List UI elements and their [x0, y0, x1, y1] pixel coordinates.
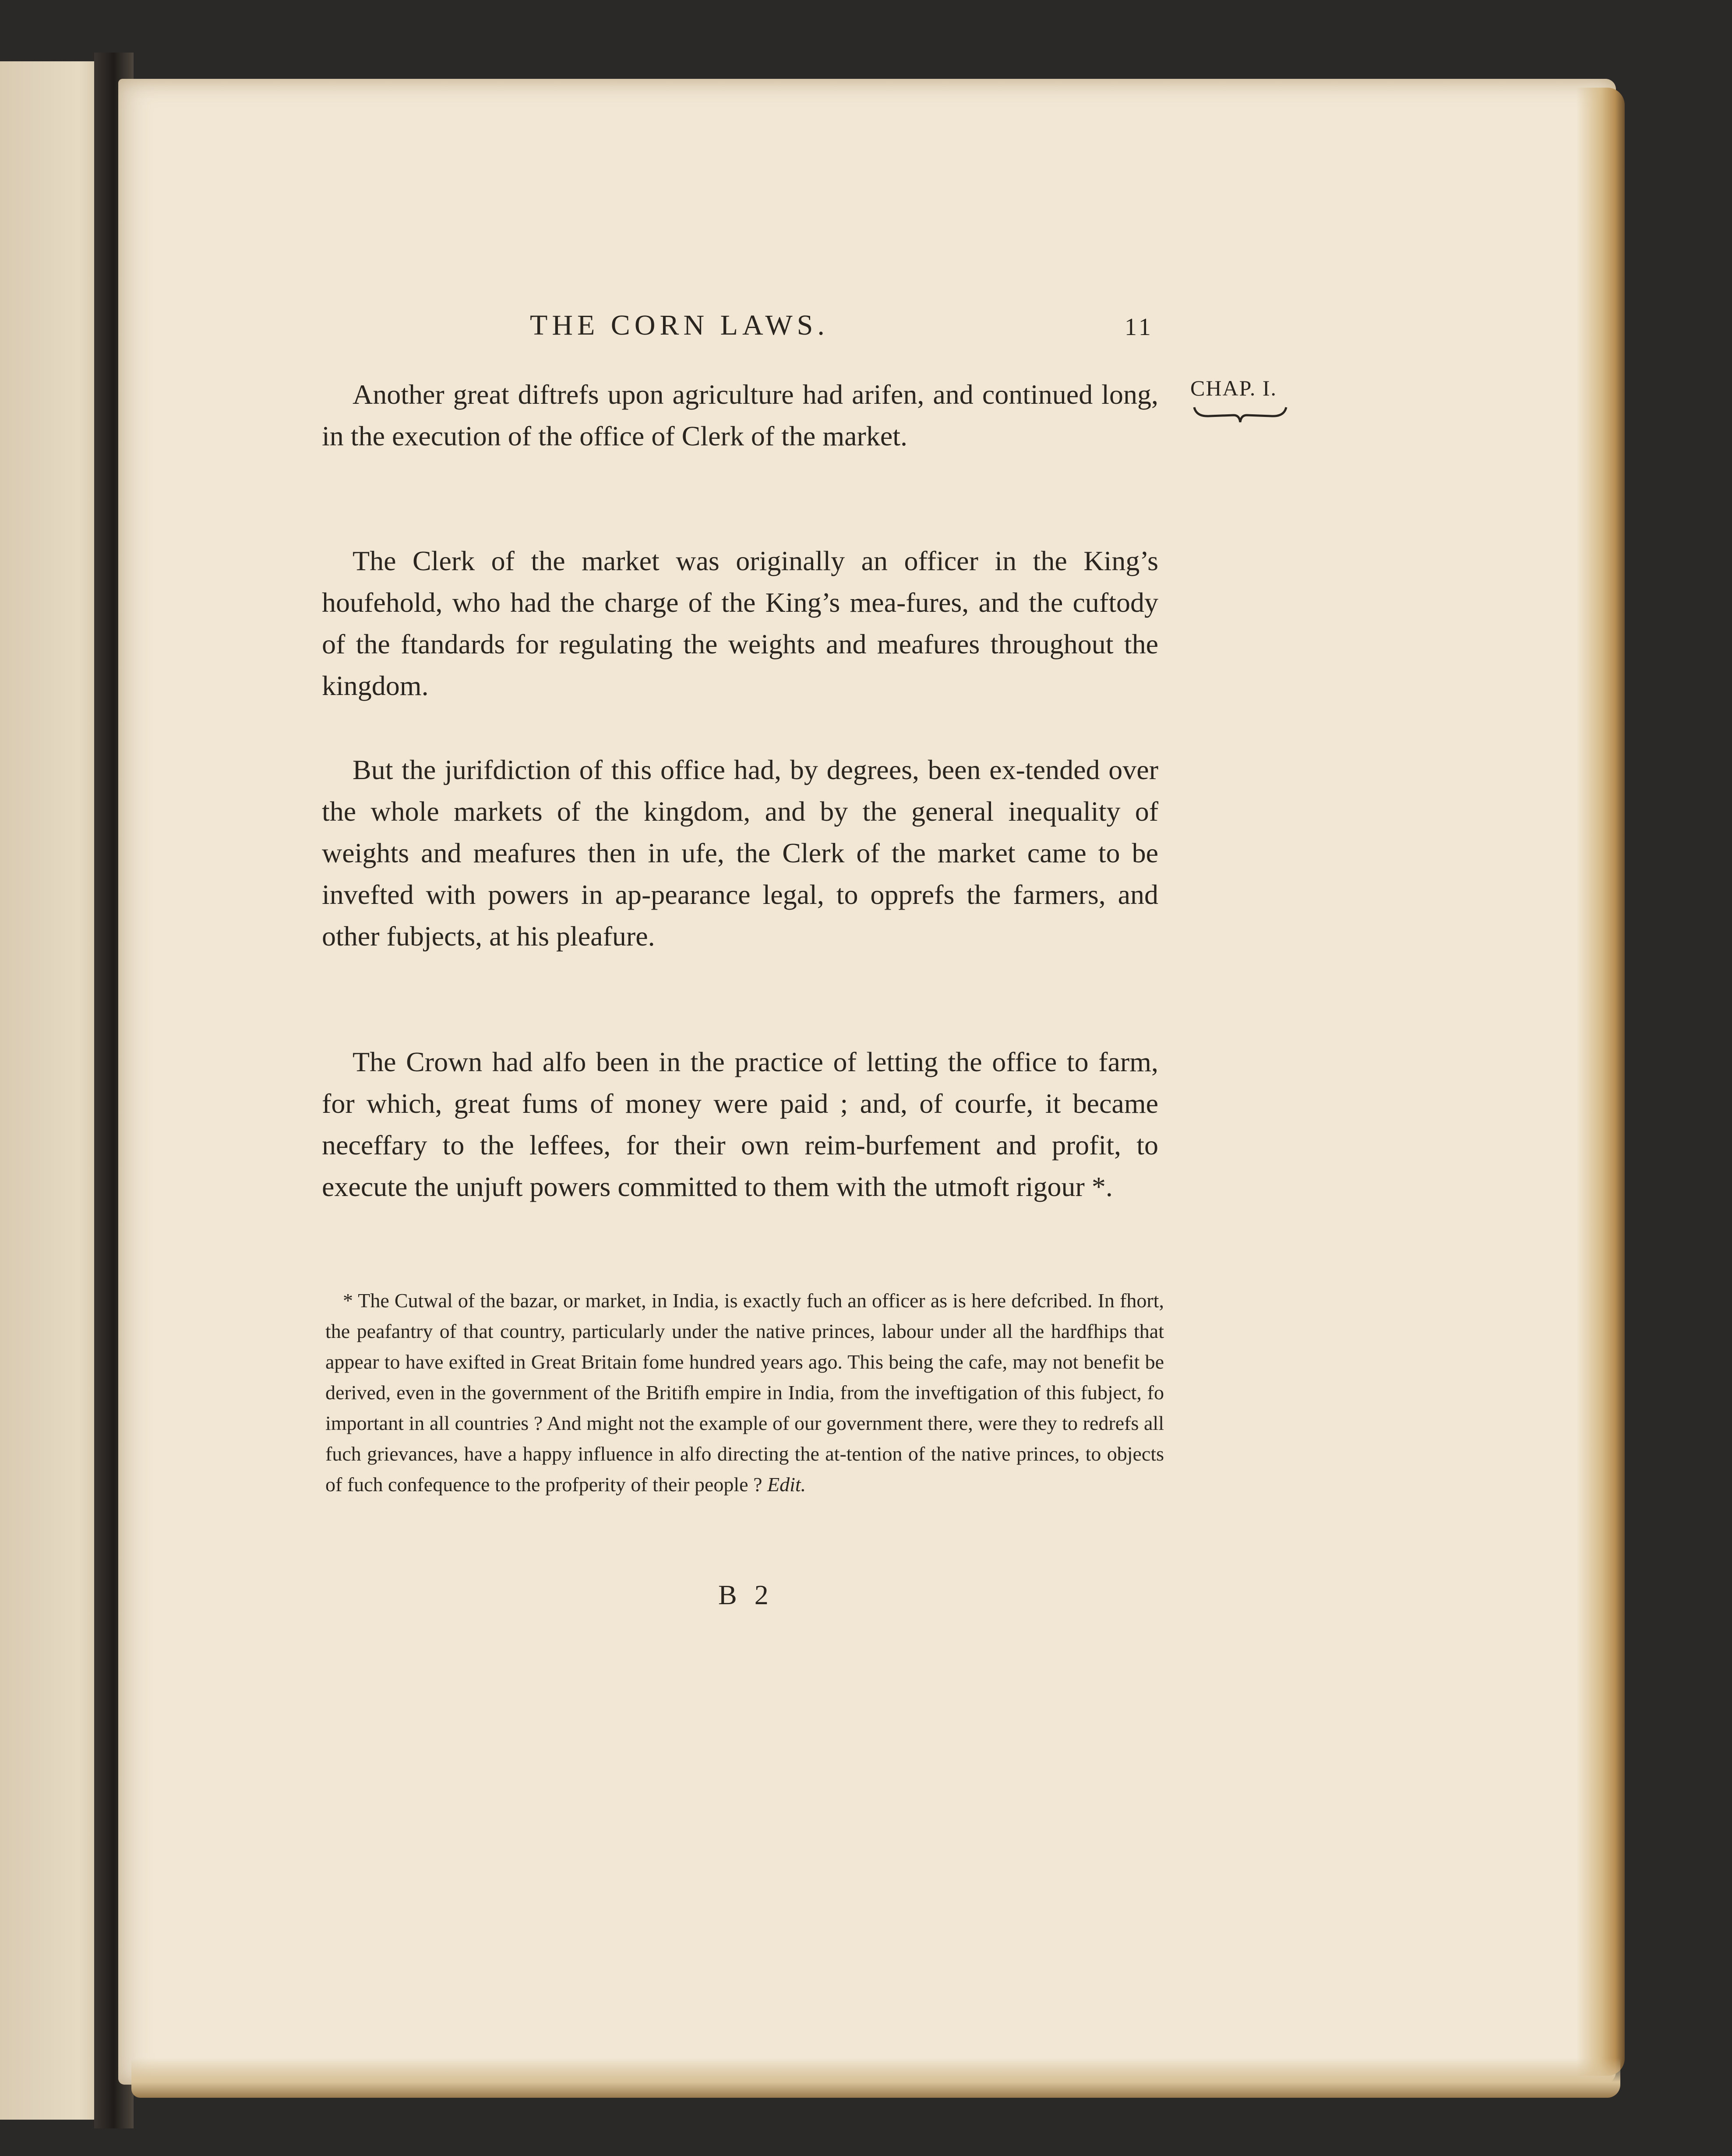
paragraph-3: But the jurifdiction of this office had, by degrees, been ex-tended over the whole markets of the kingdom, and by the general inequality of weights and meafures then in ufe, the Clerk of the market came to be invefted with powers in ap-pearance legal, to opprefs the farmers, and other fubjects, at his pleafure. [322, 754, 1158, 952]
brace-ornament-icon [1192, 403, 1288, 425]
page-bottom-edge [131, 2058, 1620, 2098]
page-number: 11 [1125, 314, 1153, 341]
footnote [325, 1285, 1164, 1500]
footnote-signature: Edit. [767, 1473, 806, 1496]
footnote-text: * The Cutwal of the bazar, or market, in India, is exactly fuch an officer as is here defcribed. In fhort, the peafantry of that country, particularly under the native princes, labour under all the hardfhips that appear to have exifted in Great Britain fome hundred years ago. This being the cafe, may not benefit be derived, even in the government of the Britifh empire in India, from the inveftigation of this fubject, fo important in all countries ? And might not the example of our government there, were they to redrefs all fuch grievances, have a happy influence in alfo directing the at-tention of the native princes, to objects of fuch confequence to the profperity of their people ? [325, 1289, 1164, 1496]
page-edge [1577, 88, 1625, 2076]
paragraph-2: The Clerk of the market was originally an officer in the King’s houfehold, who had the charge of the King’s mea-fures, and the cuftody of the ftandards for regulating the weights and meafures throughout the kingdom. [322, 545, 1158, 701]
chapter-margin-note: CHAP. I. [1190, 376, 1277, 400]
signature-mark: B 2 [718, 1579, 774, 1610]
paragraph-1: Another great diftrefs upon agriculture had arifen, and continued long, in the execution of the office of Clerk of the market. [322, 379, 1158, 452]
paragraph-4: The Crown had alfo been in the practice of letting the office to farm, for which, great fums of money were paid ; and, of courfe, it became neceffary to the leffees, for their own reim-burfement and profit, to execute the unjuft powers committed to them with the utmoft rigour *. [322, 1046, 1158, 1202]
running-head: THE CORN LAWS. [530, 309, 829, 341]
